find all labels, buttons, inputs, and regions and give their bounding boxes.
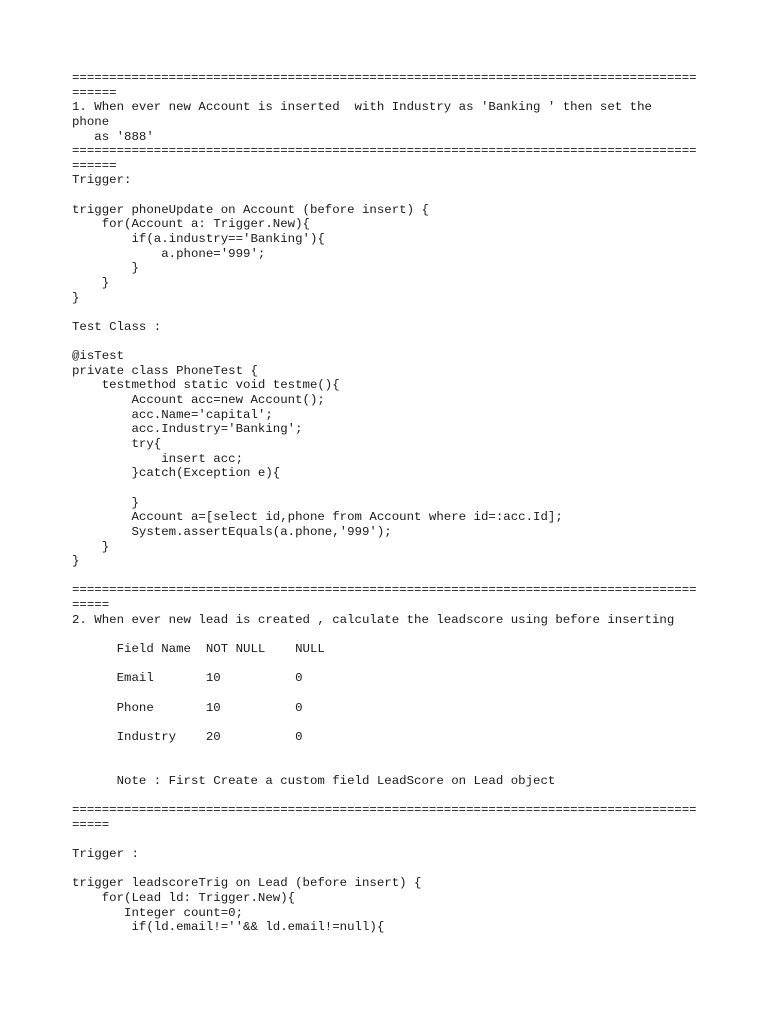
separator-line: ====================================================================================: [72, 583, 697, 598]
code-line: acc.Industry='Banking';: [72, 422, 303, 437]
code-line: if(a.industry=='Banking'){: [72, 232, 325, 247]
code-line: }: [72, 554, 80, 569]
separator-line: ======: [72, 158, 117, 173]
code-line: trigger phoneUpdate on Account (before insert) {: [72, 202, 429, 217]
note-text: Note : First Create a custom field LeadScore on Lead object: [72, 773, 556, 788]
code-line: try{: [72, 437, 162, 452]
code-line: acc.Name='capital';: [72, 407, 273, 422]
score-table-row: Phone 10 0: [72, 700, 303, 715]
blank-line: [72, 335, 712, 350]
section-heading-trigger: Trigger:: [72, 173, 132, 188]
code-line: Account acc=new Account();: [72, 393, 325, 408]
code-line: for(Account a: Trigger.New){: [72, 217, 310, 232]
blank-line: [72, 744, 712, 759]
code-line: Integer count=0;: [72, 905, 244, 920]
code-line: }: [72, 275, 110, 290]
code-line: System.assertEquals(a.phone,'999');: [72, 524, 392, 539]
code-line: }: [72, 290, 80, 305]
code-line: for(Lead ld: Trigger.New){: [72, 890, 296, 905]
document-page: [72, 71, 712, 935]
blank-line: [72, 715, 712, 730]
code-line: testmethod static void testme(){: [72, 378, 340, 393]
code-line: @isTest: [72, 349, 125, 364]
question-1-text: as '888': [72, 129, 154, 144]
blank-line: [72, 832, 712, 847]
question-1-text: 1. When ever new Account is inserted with Industry as 'Banking ' then set the: [72, 100, 652, 115]
code-line: Account a=[select id,phone from Account where id=:acc.Id];: [72, 510, 563, 525]
separator-line: ====================================================================================: [72, 71, 697, 85]
blank-line: [72, 627, 712, 642]
code-line: }catch(Exception e){: [72, 466, 281, 481]
score-table-row: Industry 20 0: [72, 729, 303, 744]
question-2-text: 2. When ever new lead is created , calculate the leadscore using before inserting: [72, 612, 675, 627]
blank-line: [72, 686, 712, 701]
code-line: private class PhoneTest {: [72, 363, 258, 378]
code-line: }: [72, 261, 139, 276]
code-line: if(ld.email!=''&& ld.email!=null){: [72, 920, 385, 935]
code-line: }: [72, 495, 139, 510]
blank-line: [72, 657, 712, 672]
blank-line: [72, 862, 712, 877]
blank-line: [72, 305, 712, 320]
question-1-text: phone: [72, 114, 110, 129]
code-line: a.phone='999';: [72, 246, 266, 261]
blank-line: [72, 188, 712, 203]
section-heading-test-class: Test Class :: [72, 319, 162, 334]
section-heading-trigger: Trigger :: [72, 846, 139, 861]
code-line: trigger leadscoreTrig on Lead (before insert) {: [72, 876, 422, 891]
separator-line: =====: [72, 817, 110, 832]
separator-line: ====================================================================================: [72, 144, 697, 159]
blank-line: [72, 569, 712, 584]
score-table-row: Email 10 0: [72, 671, 303, 686]
separator-line: ======: [72, 85, 117, 100]
code-line: insert acc;: [72, 451, 244, 466]
blank-line: [72, 481, 712, 496]
code-line: }: [72, 539, 110, 554]
separator-line: ====================================================================================: [72, 803, 697, 818]
blank-line: [72, 788, 712, 803]
separator-line: =====: [72, 598, 110, 613]
blank-line: [72, 759, 712, 774]
score-table-header: Field Name NOT NULL NULL: [72, 641, 325, 656]
